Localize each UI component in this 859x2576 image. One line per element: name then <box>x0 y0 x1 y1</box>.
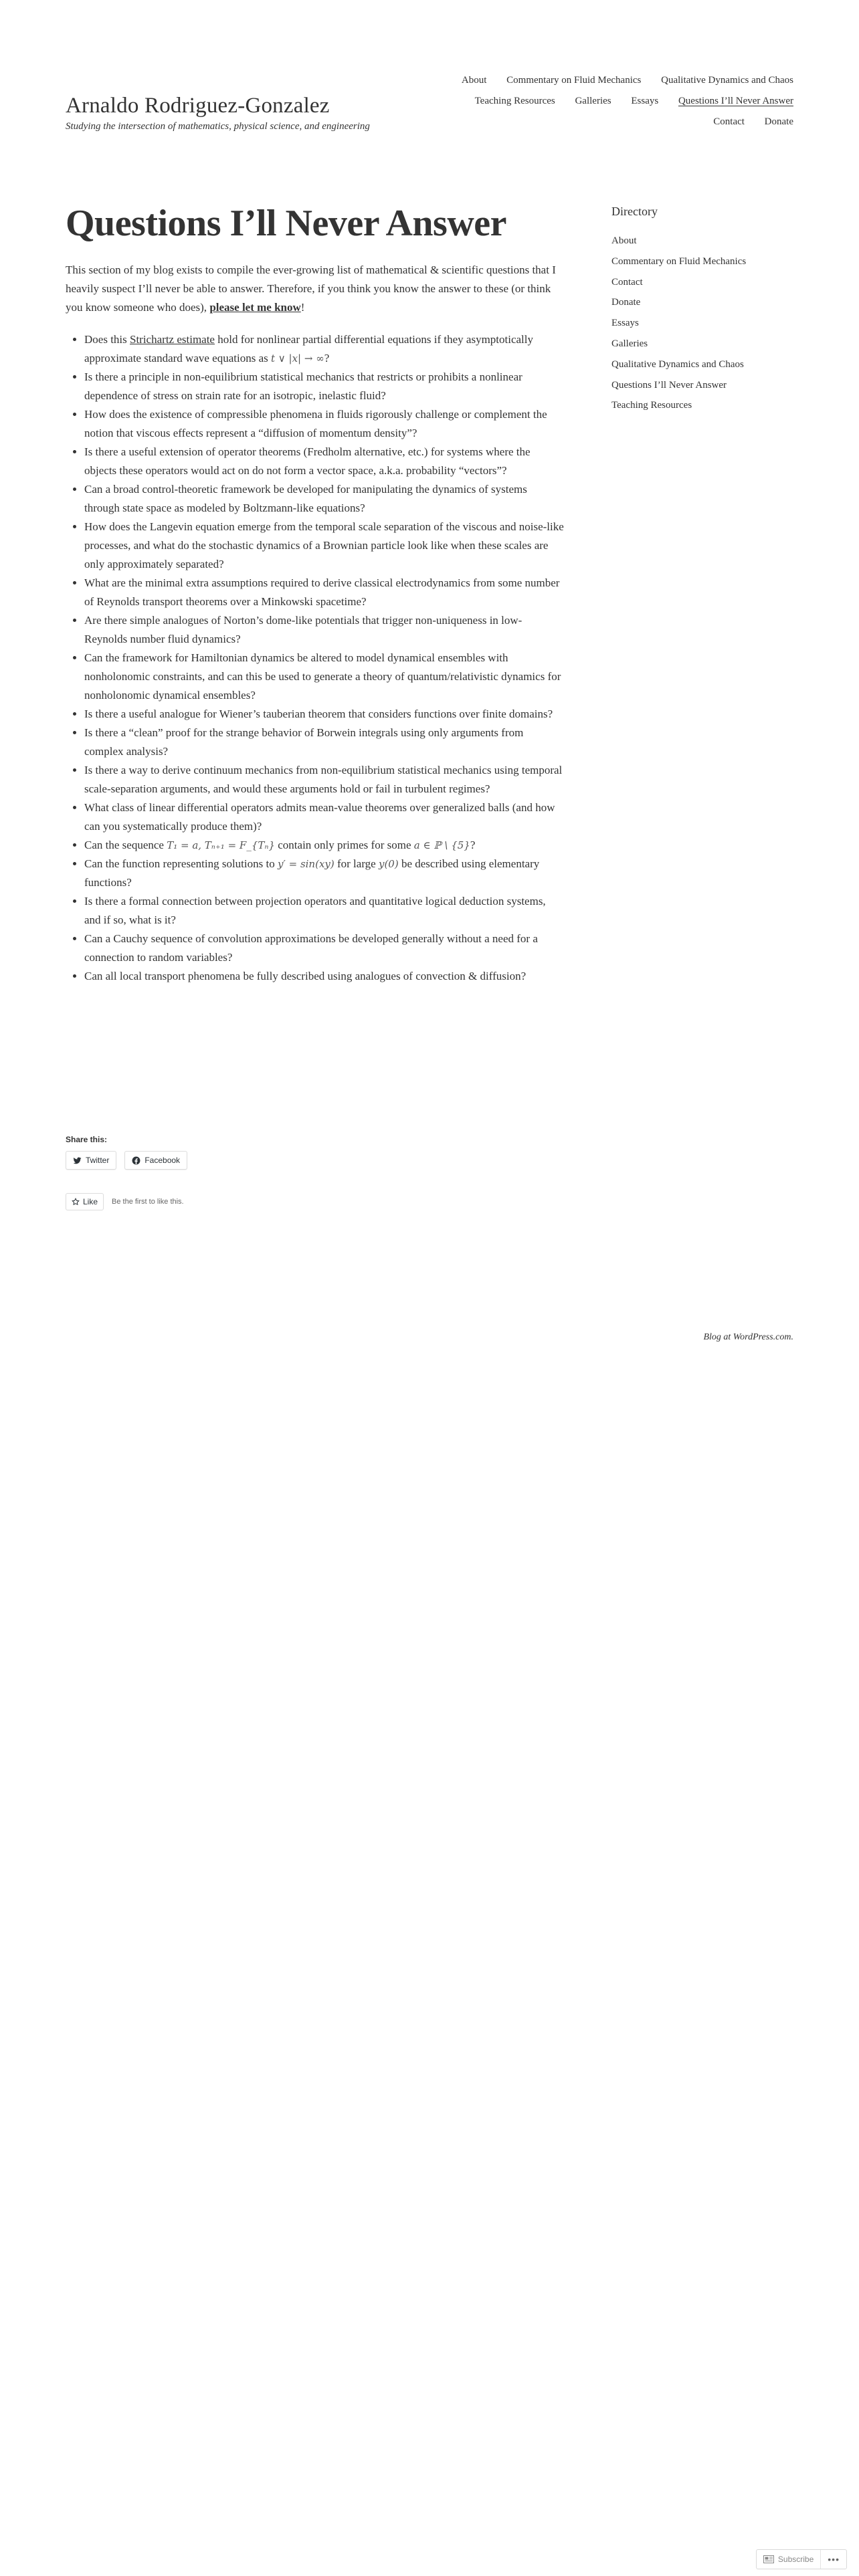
nav-item-questions-current[interactable]: Questions I’ll Never Answer <box>678 96 793 106</box>
site-title[interactable]: Arnaldo Rodriguez-Gonzalez <box>66 94 330 118</box>
math-expression: a ∈ ℙ \ {5} <box>413 839 470 851</box>
question-text: Can the sequence <box>84 839 167 851</box>
question-text: Can the function representing solutions to <box>84 857 278 870</box>
reader-icon <box>763 2555 774 2563</box>
twitter-icon <box>73 1156 82 1165</box>
sidebar-directory <box>611 205 805 416</box>
list-item: • How does the Langevin equation emerge from the temporal scale separation of the viscous and noise-like processes, and what do the stochastic dynamics of a Brownian particle look like when these scales are only approximately separated? <box>84 518 564 574</box>
like-widget <box>66 1193 184 1210</box>
question-text: for large <box>334 857 379 870</box>
list-item: • What are the minimal extra assumptions required to derive classical electrodynamics from some number of Reynolds transport theorems over a Minkowski spacetime? <box>84 574 564 611</box>
like-button[interactable] <box>66 1193 104 1210</box>
share-facebook-button[interactable] <box>124 1151 187 1170</box>
footer-credit-link[interactable]: Blog at WordPress.com. <box>703 1332 793 1342</box>
math-expression: t ∨ |x| → ∞ <box>271 352 324 364</box>
list-item: • Are there simple analogues of Norton’s dome-like potentials that trigger non-uniqueness in low-Reynolds number fluid dynamics? <box>84 611 564 649</box>
nav-item-qualitative-dynamics[interactable]: Qualitative Dynamics and Chaos <box>661 75 793 86</box>
list-item <box>84 855 564 892</box>
facebook-icon <box>132 1156 140 1165</box>
sidebar-item-contact[interactable]: Contact <box>611 276 643 288</box>
question-text: be described using elementary functions? <box>84 857 540 889</box>
subscribe-label: Subscribe <box>777 2555 814 2564</box>
nav-item-essays[interactable]: Essays <box>631 96 659 106</box>
nav-row <box>325 115 793 136</box>
main-content <box>66 261 564 986</box>
share-facebook-label: Facebook <box>145 1156 181 1165</box>
primary-navigation <box>325 74 793 136</box>
page-title: Questions I’ll Never Answer <box>66 203 506 244</box>
list-item: • Is there a way to derive continuum mechanics from non-equilibrium statistical mechanics using temporal scale-separation arguments, and would these arguments hold or fail in turbulent regimes? <box>84 761 564 798</box>
question-text: ? <box>470 839 476 851</box>
bottom-action-bar <box>756 2549 847 2569</box>
list-item: • Can a broad control-theoretic framework be developed for manipulating the dynamics of systems through state space as modeled by Boltzmann-like equations? <box>84 480 564 518</box>
list-item: • Can all local transport phenomena be fully described using analogues of convection & diffusion? <box>84 967 564 986</box>
nav-item-about[interactable]: About <box>461 75 487 86</box>
list-item <box>84 836 564 855</box>
site-tagline: Studying the intersection of mathematics, physical science, and engineering <box>66 121 370 132</box>
list-item <box>84 330 564 368</box>
list-item: • Can a Cauchy sequence of convolution approximations be developed generally without a need for a connection to random variables? <box>84 930 564 967</box>
list-item: • What class of linear differential operators admits mean-value theorems over generalized balls (and how can you systematically produce them)? <box>84 798 564 836</box>
nav-item-teaching-resources[interactable]: Teaching Resources <box>474 96 555 106</box>
intro-paragraph <box>66 261 564 317</box>
list-item: • Is there a formal connection between projection operators and quantitative logical deduction systems, and if so, what is it? <box>84 892 564 930</box>
sidebar-item-teaching-resources[interactable]: Teaching Resources <box>611 400 692 411</box>
question-text: ? <box>324 352 330 364</box>
star-icon <box>72 1198 80 1206</box>
list-item: • Is there a useful analogue for Wiener’s tauberian theorem that considers functions over finite domains? <box>84 705 564 724</box>
math-expression: T₁ = a, Tₙ₊₁ = F_{Tₙ} <box>167 839 276 851</box>
like-button-label: Like <box>83 1197 98 1206</box>
nav-item-contact[interactable]: Contact <box>713 116 745 127</box>
like-text: Be the first to like this. <box>112 1198 184 1206</box>
subscribe-button[interactable] <box>757 2550 821 2569</box>
nav-row <box>325 94 793 115</box>
sidebar-item-qualitative-dynamics[interactable]: Qualitative Dynamics and Chaos <box>611 358 744 370</box>
sidebar-list <box>611 231 805 416</box>
share-twitter-label: Twitter <box>86 1156 110 1165</box>
sidebar-title: Directory <box>611 205 658 218</box>
nav-item-galleries[interactable]: Galleries <box>575 96 611 106</box>
math-expression: y′ = sin(xy) <box>277 858 335 870</box>
list-item: • Is there a useful extension of operator theorems (Fredholm alternative, etc.) for systems where the objects these operators would act on do not form a vector space, a.k.a. probability “vectors”? <box>84 443 564 480</box>
math-expression: y(0) <box>378 858 399 870</box>
share-twitter-button[interactable] <box>66 1151 116 1170</box>
questions-list <box>66 330 564 986</box>
more-options-button[interactable]: ••• <box>828 2554 840 2565</box>
sidebar-item-essays[interactable]: Essays <box>611 318 639 329</box>
list-item: • Can the framework for Hamiltonian dynamics be altered to model dynamical ensembles with nonholonomic constraints, and can this be used to generate a theory of quantum/relativistic dynamics for nonholonomic dynamical ensembles? <box>84 649 564 705</box>
strichartz-link[interactable]: Strichartz estimate <box>130 333 215 346</box>
sidebar-item-commentary-fluid-mechanics[interactable]: Commentary on Fluid Mechanics <box>611 255 747 267</box>
list-item: • Is there a “clean” proof for the strange behavior of Borwein integrals using only arguments from complex analysis? <box>84 724 564 761</box>
nav-item-commentary-fluid-mechanics[interactable]: Commentary on Fluid Mechanics <box>506 75 642 86</box>
nav-item-donate[interactable]: Donate <box>764 116 793 127</box>
sidebar-item-galleries[interactable]: Galleries <box>611 338 648 349</box>
share-section <box>66 1135 193 1170</box>
sidebar-item-about[interactable]: About <box>611 235 637 246</box>
sidebar-item-donate[interactable]: Donate <box>611 297 641 308</box>
question-text: contain only primes for some <box>275 839 414 851</box>
question-text: Does this <box>84 333 130 346</box>
intro-end: ! <box>300 301 305 314</box>
sidebar-item-questions[interactable]: Questions I’ll Never Answer <box>611 379 727 391</box>
contact-link[interactable]: please let me know <box>209 301 301 314</box>
intro-text: This section of my blog exists to compile the ever-growing list of mathematical & scientific questions that I heavily suspect I’ll never be able to answer. Therefore, if you think you know the answer to these (or think you know someone who does), <box>66 263 556 314</box>
share-heading: Share this: <box>66 1135 108 1144</box>
list-item: • Is there a principle in non-equilibrium statistical mechanics that restricts or prohibits a nonlinear dependence of stress on strain rate for an isotropic, inelastic fluid? <box>84 368 564 405</box>
list-item: • How does the existence of compressible phenomena in fluids rigorously challenge or complement the notion that viscous effects represent a “diffusion of momentum density”? <box>84 405 564 443</box>
nav-row <box>325 74 793 94</box>
question-text: hold for nonlinear partial differential equations if they asymptotically approximate standard wave equations as <box>84 333 534 364</box>
